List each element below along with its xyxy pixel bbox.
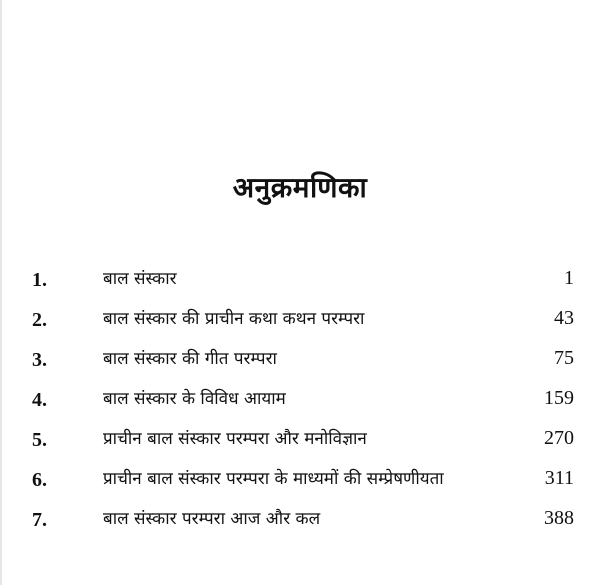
toc-page-number: 270: [544, 427, 574, 449]
toc-number: 5.: [32, 429, 47, 451]
toc-number: 1.: [32, 269, 47, 291]
toc-chapter-title: बाल संस्कार: [103, 269, 177, 289]
toc-chapter-title: बाल संस्कार की प्राचीन कथा कथन परम्परा: [103, 309, 365, 329]
toc-row: [0, 382, 600, 422]
toc-page-number: 75: [554, 347, 574, 369]
toc-number: 2.: [32, 309, 47, 331]
toc-number: 6.: [32, 469, 47, 491]
toc-number: 3.: [32, 349, 47, 371]
toc-row: [0, 302, 600, 342]
toc-chapter-title: बाल संस्कार की गीत परम्परा: [103, 349, 277, 369]
toc-chapter-title: प्राचीन बाल संस्कार परम्परा के माध्यमों की सम्प्रेषणीयता: [103, 469, 444, 489]
toc-number: 4.: [32, 389, 47, 411]
toc-page-number: 311: [544, 467, 574, 489]
toc-row: [0, 422, 600, 462]
table-of-contents: [0, 262, 600, 542]
toc-number: 7.: [32, 509, 47, 531]
toc-row: [0, 462, 600, 502]
toc-page-number: 1: [564, 267, 574, 289]
page-title: अनुक्रमणिका: [232, 171, 368, 204]
toc-row: [0, 342, 600, 382]
toc-page-number: 388: [544, 507, 574, 529]
toc-row: [0, 262, 600, 302]
toc-row: [0, 502, 600, 542]
toc-page-number: 159: [544, 387, 574, 409]
toc-chapter-title: बाल संस्कार के विविध आयाम: [103, 389, 286, 409]
toc-chapter-title: प्राचीन बाल संस्कार परम्परा और मनोविज्ञान: [103, 429, 367, 449]
toc-chapter-title: बाल संस्कार परम्परा आज और कल: [103, 509, 321, 529]
toc-page-number: 43: [554, 307, 574, 329]
